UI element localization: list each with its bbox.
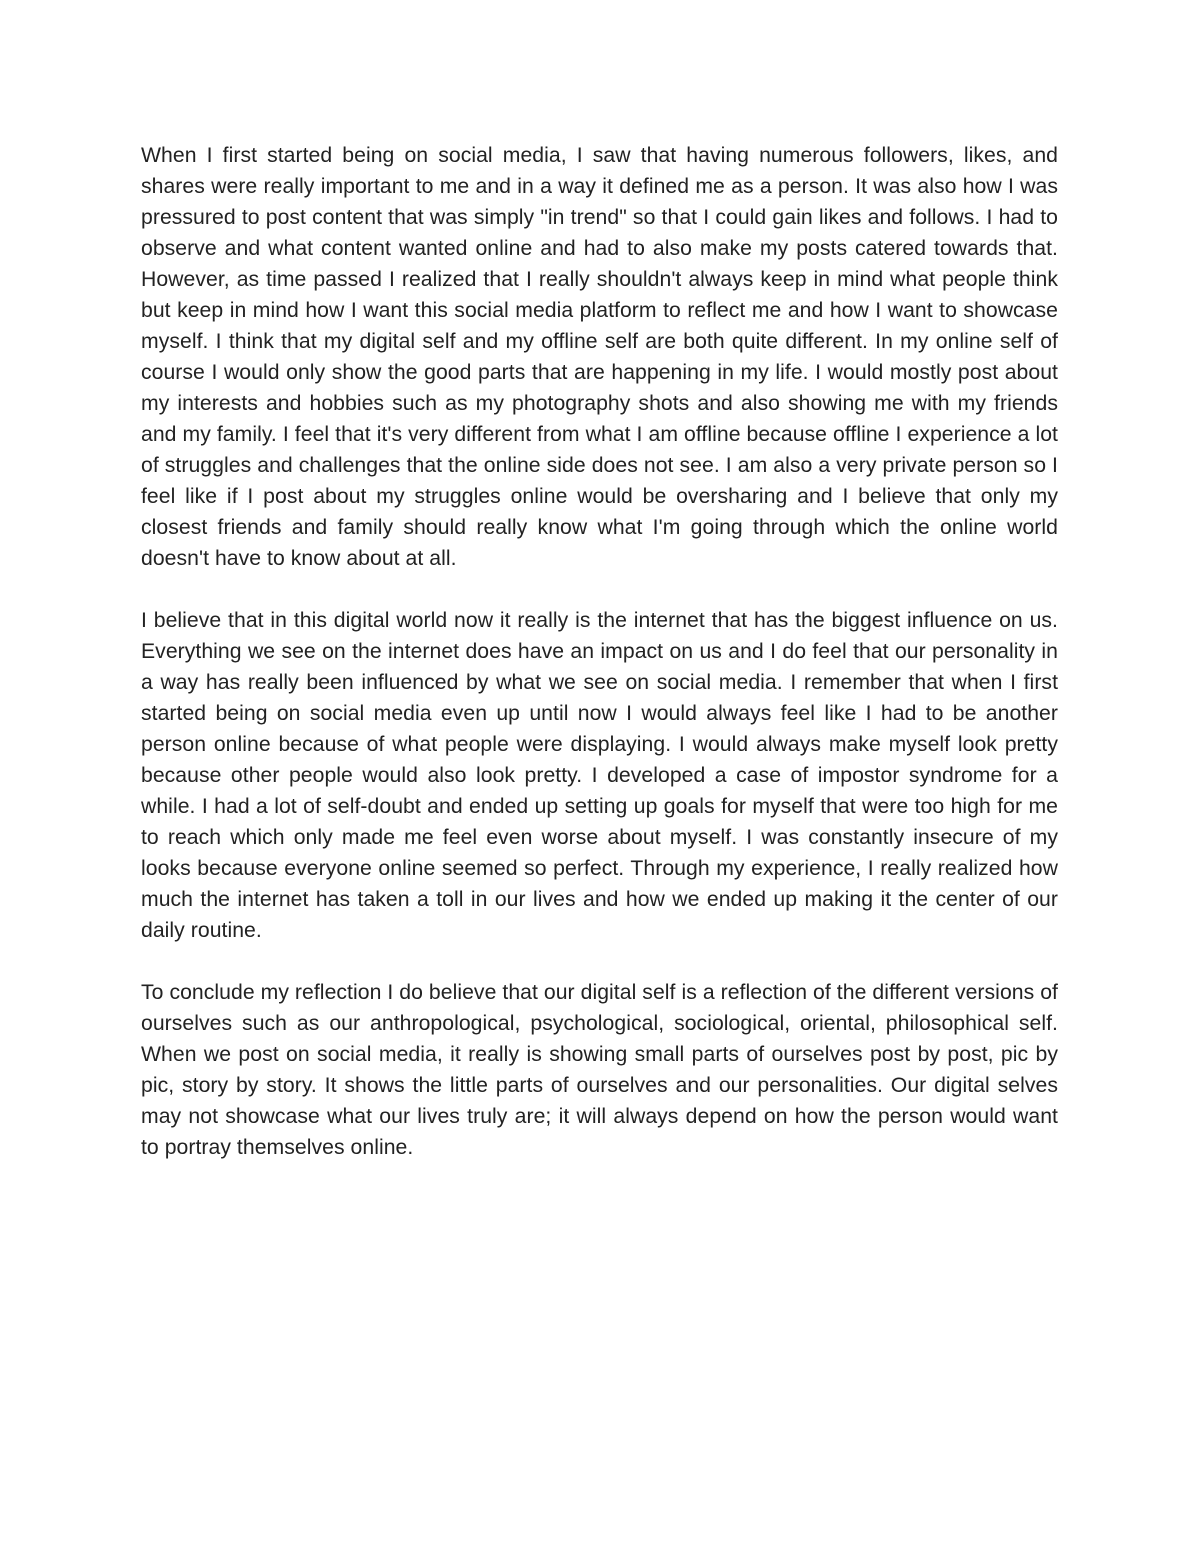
paragraph-1: When I first started being on social media, I saw that having numerous followers, likes, and shares were really important to me and in a way it defined me as a person. It was also how I was pressured to post content that was simply "in trend" so that I could gain likes and follows. I had to observe and what content wanted online and had to also make my posts catered towards that. However, as time passed I realized that I really shouldn't always keep in mind what people think but keep in mind how I want this social media platform to reflect me and how I want to showcase myself. I think that my digital self and my offline self are both quite different. In my online self of course I would only show the good parts that are happening in my life. I would mostly post about my interests and hobbies such as my photography shots and also showing me with my friends and my family. I feel that it's very different from what I am offline because offline I experience a lot of struggles and challenges that the online side does not see. I am also a very private person so I feel like if I post about my struggles online would be oversharing and I believe that only my closest friends and family should really know what I'm going through which the online world doesn't have to know about at all. bbox=[141, 144, 1058, 570]
document-body bbox=[141, 140, 1058, 1194]
paragraph-3: To conclude my reflection I do believe that our digital self is a reflection of the different versions of ourselves such as our anthropological, psychological, sociological, oriental, philosophical self. When we post on social media, it really is showing small parts of ourselves post by post, pic by pic, story by story. It shows the little parts of ourselves and our personalities. Our digital selves may not showcase what our lives truly are; it will always depend on how the person would want to portray themselves online. bbox=[141, 981, 1058, 1159]
paragraph-2: I believe that in this digital world now it really is the internet that has the biggest influence on us. Everything we see on the internet does have an impact on us and I do feel that our personality in a way has really been influenced by what we see on social media. I remember that when I first started being on social media even up until now I would always feel like I had to be another person online because of what people were displaying. I would always make myself look pretty because other people would also look pretty. I developed a case of impostor syndrome for a while. I had a lot of self-doubt and ended up setting up goals for myself that were too high for me to reach which only made me feel even worse about myself. I was constantly insecure of my looks because everyone online seemed so perfect. Through my experience, I really realized how much the internet has taken a toll in our lives and how we ended up making it the center of our daily routine. bbox=[141, 609, 1058, 942]
